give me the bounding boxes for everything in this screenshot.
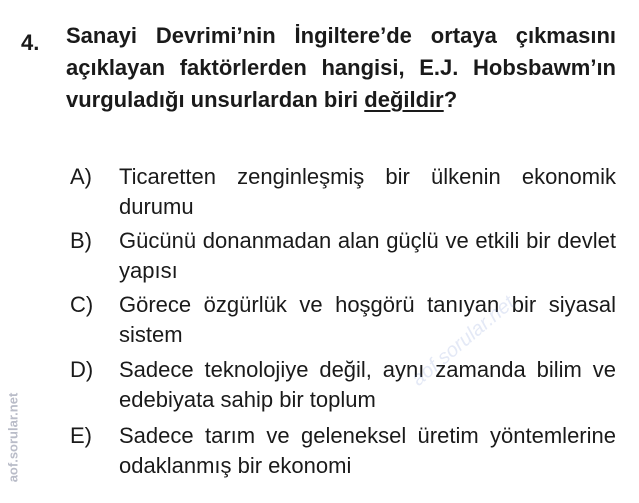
option-e-text: Sadece tarım ve geleneksel üretim yöntemlerine odaklanmış bir ekonomi: [119, 423, 616, 478]
option-d-text: Sadece teknolojiye değil, aynı zamanda bilim ve edebiyata sahip bir toplum: [119, 357, 616, 412]
option-d-letter: D): [70, 357, 94, 382]
question-emphasis: değildir: [364, 87, 444, 112]
watermark-center: aof.sorular.net: [407, 291, 519, 391]
option-c-letter: C): [70, 292, 94, 317]
option-b-text: Gücünü donanmadan alan güçlü ve etkili bir devlet yapısı: [119, 228, 616, 283]
question-text: [66, 20, 616, 116]
option-e[interactable]: [70, 421, 616, 481]
option-c[interactable]: [70, 290, 616, 350]
option-d[interactable]: [70, 355, 616, 415]
option-a[interactable]: [70, 162, 616, 222]
question-mark: ?: [443, 87, 458, 112]
option-e-letter: E): [70, 423, 92, 448]
option-c-text: Görece özgürlük ve hoşgörü tanıyan bir siyasal sistem: [119, 292, 616, 347]
watermark-side: aof.sorular.net: [5, 392, 21, 483]
option-a-letter: A): [70, 164, 92, 189]
question-stem: Sanayi Devrimi’nin İngiltere’de ortaya çıkmasını açıklayan faktörlerden hangisi, E.J. Hobsbawm’ın vurguladığı unsurlardan biri: [66, 23, 616, 112]
option-b-letter: B): [70, 228, 92, 253]
option-a-text: Ticaretten zenginleşmiş bir ülkenin ekonomik durumu: [119, 164, 616, 219]
option-b[interactable]: [70, 226, 616, 286]
question-number: 4.: [21, 30, 40, 55]
